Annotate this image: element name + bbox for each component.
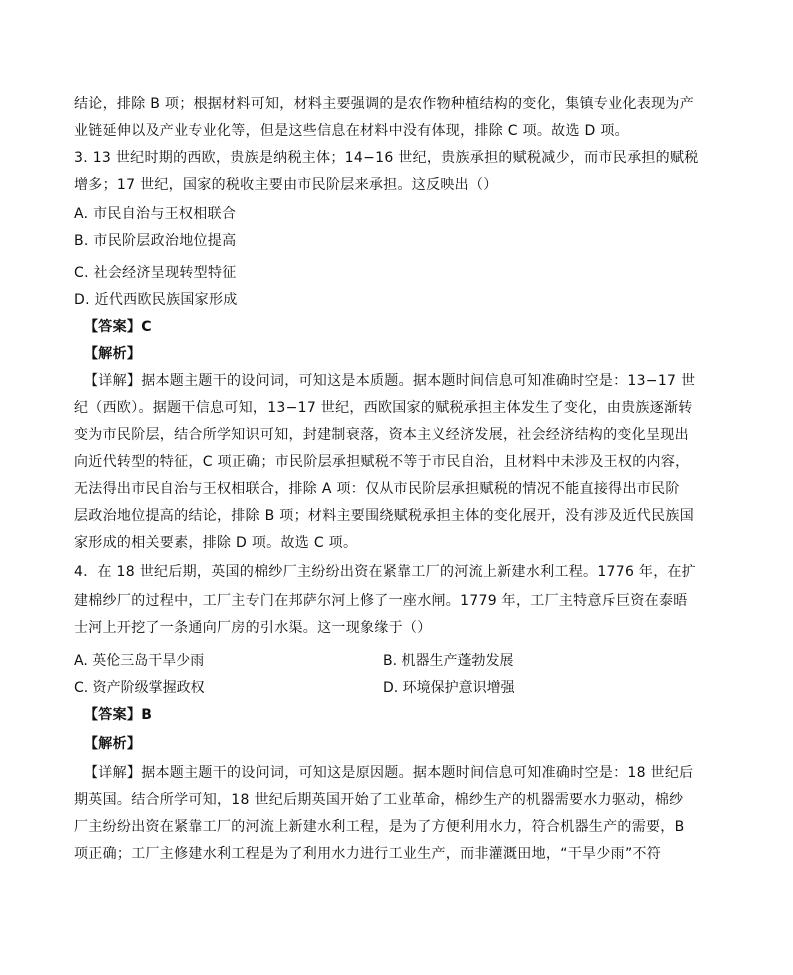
q4-option-a: A. 英伦三岛干旱少雨 bbox=[74, 653, 205, 669]
q3-option-d: D. 近代西欧民族国家形成 bbox=[74, 292, 238, 308]
q2-tail-line-2: 业链延伸以及产业专业化等，但是这些信息在材料中没有体现，排除 C 项。故选 D 项。 bbox=[74, 123, 629, 139]
q3-detail-line-3: 变为市民阶层，结合所学知识可知，封建制衰落，资本主义经济发展，社会经济结构的变化呈现出 bbox=[74, 427, 689, 443]
q4-detail-line-1: 【详解】据本题主题干的设问词，可知这是原因题。据本题时间信息可知准确时空是：18 世纪后 bbox=[84, 765, 694, 781]
q3-detail-line-6: 层政治地位提高的结论，排除 B 项；材料主要围绕赋税承担主体的变化展开，没有涉及近代民族国 bbox=[74, 508, 695, 524]
q4-analysis-label: 【解析】 bbox=[84, 736, 142, 752]
q4-answer: 【答案】B bbox=[84, 707, 153, 723]
q4-detail-line-2: 期英国。结合所学可知，18 世纪后期英国开始了工业革命，棉纱生产的机器需要水力驱动，棉纱 bbox=[74, 792, 684, 808]
q4-option-b: B. 机器生产蓬勃发展 bbox=[383, 653, 514, 669]
q4-stem-line-1: 4．在 18 世纪后期，英国的棉纱厂主纷纷出资在紧靠工厂的河流上新建水利工程。1776 年，在扩 bbox=[74, 564, 697, 580]
q3-detail-line-2: 纪（西欧）。据题干信息可知，13−17 世纪，西欧国家的赋税承担主体发生了变化，由贵族逐渐转 bbox=[74, 400, 693, 416]
q3-detail-line-1: 【详解】据本题主题干的设问词，可知这是本质题。据本题时间信息可知准确时空是：13−17 世 bbox=[84, 373, 696, 389]
q3-stem-line-2: 增多；17 世纪，国家的税收主要由市民阶层来承担。这反映出（） bbox=[74, 177, 498, 193]
q3-detail-line-4: 向近代转型的特征，C 项正确；市民阶层承担赋税不等于市民自治，且材料中未涉及王权的内容， bbox=[74, 454, 690, 470]
q3-answer: 【答案】C bbox=[84, 319, 152, 335]
q3-option-a: A. 市民自治与王权相联合 bbox=[74, 206, 237, 222]
q3-detail-line-5: 无法得出市民自治与王权相联合，排除 A 项：仅从市民阶层承担赋税的情况不能直接得出市民阶 bbox=[74, 481, 680, 497]
q4-detail-line-3: 厂主纷纷出资在紧靠工厂的河流上新建水利工程，是为了方便利用水力，符合机器生产的需要，B bbox=[74, 819, 685, 835]
q4-option-d: D. 环境保护意识增强 bbox=[383, 680, 515, 696]
q4-stem-line-3: 士河上开挖了一条通向厂房的引水渠。这一现象缘于（） bbox=[74, 620, 432, 636]
q3-option-b: B. 市民阶层政治地位提高 bbox=[74, 233, 237, 249]
q4-stem-line-2: 建棉纱厂的过程中，工厂主专门在邦萨尔河上修了一座水闸。1779 年，工厂主特意斥巨资在泰晤 bbox=[74, 593, 688, 609]
q3-stem-line-1: 3. 13 世纪时期的西欧，贵族是纳税主体；14−16 世纪，贵族承担的赋税减少，而市民承担的赋税 bbox=[74, 150, 699, 166]
q3-option-c: C. 社会经济呈现转型特征 bbox=[74, 265, 237, 281]
q4-detail-line-4: 项正确；工厂主修建水利工程是为了利用水力进行工业生产，而非灌溉田地，“干旱少雨”不符 bbox=[74, 846, 662, 862]
q2-tail-line-1: 结论，排除 B 项；根据材料可知，材料主要强调的是农作物种植结构的变化，集镇专业化表现为产 bbox=[74, 96, 695, 112]
q3-detail-line-7: 家形成的相关要素，排除 D 项。故选 C 项。 bbox=[74, 535, 358, 551]
q3-analysis-label: 【解析】 bbox=[84, 346, 142, 362]
q4-option-c: C. 资产阶级掌握政权 bbox=[74, 680, 205, 696]
